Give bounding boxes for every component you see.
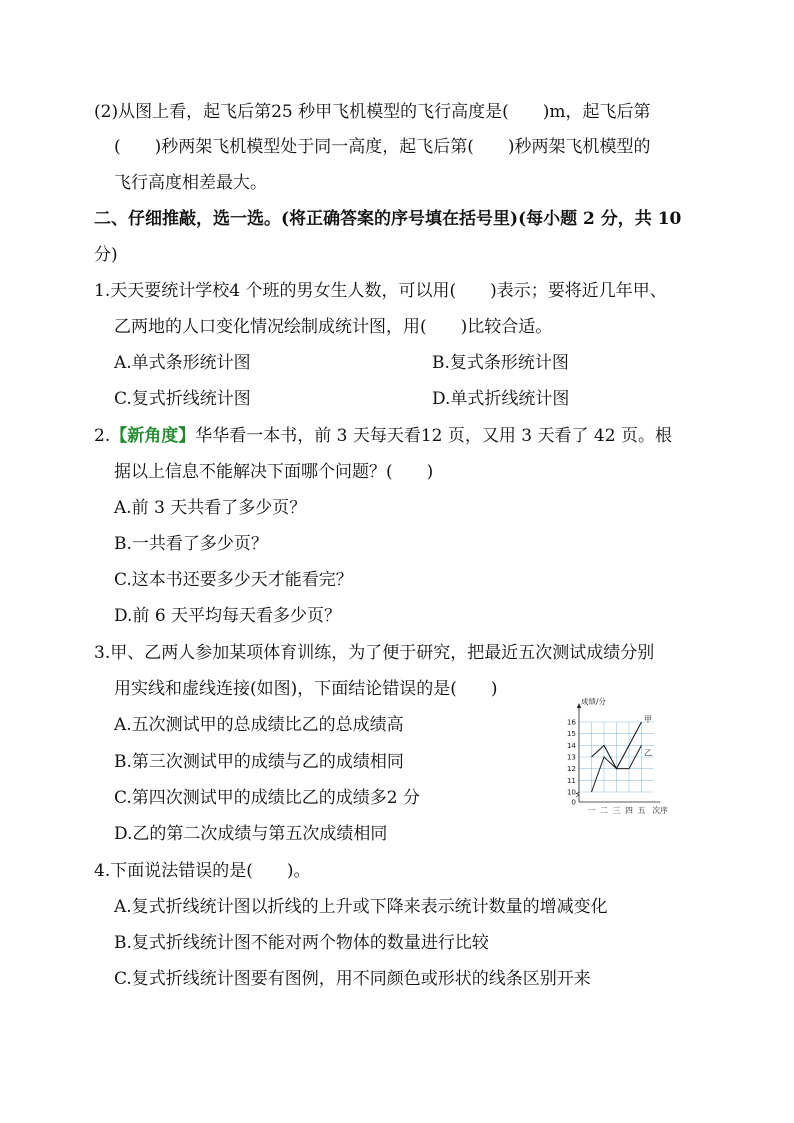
axis-break <box>576 792 579 797</box>
q2-line1 <box>94 424 672 448</box>
q3-option-a: A.五次测试甲的总成绩比乙的总成绩高 <box>114 715 404 735</box>
q4-option-b: B.复式折线统计图不能对两个物体的数量进行比较 <box>114 933 489 953</box>
q1-options-row2 <box>114 387 570 411</box>
q2-option-d: D.前 6 天平均每天看多少页？ <box>114 606 342 626</box>
q2-part-line3: 飞行高度相差最大。 <box>114 173 267 193</box>
q3-line2: 用实线和虚线连接(如图)，下面结论错误的是( ) <box>114 679 498 699</box>
x-tick-label: 四 <box>625 806 633 815</box>
q1-option-b: B.复式条形统计图 <box>432 353 569 373</box>
q1-line2: 乙两地的人口变化情况绘制成统计图，用( )比较合适。 <box>114 317 553 337</box>
q2-part-line1: (2)从图上看，起飞后第25 秒甲飞机模型的飞行高度是( )m，起飞后第 <box>94 102 651 122</box>
y-axis-label: 成绩/分 <box>581 697 607 706</box>
section2-title-cont: 分) <box>94 245 118 265</box>
y-tick-label: 0 <box>571 797 576 807</box>
q2-number: 2. <box>94 426 111 446</box>
y-tick-label: 10 <box>566 787 576 797</box>
q4-line1: 4.下面说法错误的是( )。 <box>94 861 311 881</box>
x-tick-label: 五 <box>637 806 646 815</box>
q1-option-d: D.单式折线统计图 <box>432 389 570 409</box>
q1-line1: 1.天天要统计学校4 个班的男女生人数，可以用( )表示；要将近几年甲、 <box>94 281 667 301</box>
q2-text: 华华看一本书，前 3 天每天看12 页，又用 3 天看了 42 页。根 <box>195 426 672 446</box>
score-line-chart <box>563 696 679 820</box>
q3-line1: 3.甲、乙两人参加某项体育训练，为了便于研究，把最近五次测试成绩分别 <box>94 643 655 663</box>
q3-option-c: C.第四次测试甲的成绩比乙的成绩多2 分 <box>114 788 421 808</box>
q3-option-b: B.第三次测试甲的成绩与乙的成绩相同 <box>114 752 404 772</box>
q2-part-line2: ( )秒两架飞机模型处于同一高度，起飞后第( )秒两架飞机模型的 <box>114 137 651 157</box>
y-tick-label: 13 <box>566 752 576 762</box>
y-tick-label: 14 <box>566 740 576 750</box>
q1-options-row1 <box>114 351 569 375</box>
q1-option-c: C.复式折线统计图 <box>114 389 251 409</box>
series-label-1: 甲 <box>644 715 652 724</box>
series-label-2: 乙 <box>644 748 652 758</box>
y-tick-label: 12 <box>566 764 576 774</box>
q4-option-c: C.复式折线统计图要有图例，用不同颜色或形状的线条区别开来 <box>114 969 591 989</box>
new-angle-tag: 【新角度】 <box>110 426 196 446</box>
y-tick-label: 16 <box>566 717 576 727</box>
q4-option-a: A.复式折线统计图以折线的上升或下降来表示统计数量的增减变化 <box>114 897 608 917</box>
q2-line2: 据以上信息不能解决下面哪个问题？( ) <box>114 462 434 482</box>
q2-option-a: A.前 3 天共看了多少页？ <box>114 498 307 518</box>
y-tick-label: 11 <box>566 775 576 785</box>
section2-title: 二、仔细推敲，选一选。(将正确答案的序号填在括号里)(每小题 2 分，共 10 <box>94 209 682 229</box>
q2-option-c: C.这本书还要多少天才能看完？ <box>114 570 353 590</box>
q2-option-b: B.一共看了多少页？ <box>114 534 268 554</box>
q1-option-a: A.单式条形统计图 <box>114 353 251 373</box>
q3-option-d: D.乙的第二次成绩与第五次成绩相同 <box>114 824 388 844</box>
x-axis-label: 次序 <box>652 806 668 815</box>
x-tick-label: 一 <box>587 806 596 815</box>
x-tick-label: 二 <box>600 806 608 815</box>
y-tick-label: 15 <box>566 729 576 739</box>
x-tick-label: 三 <box>612 806 621 815</box>
